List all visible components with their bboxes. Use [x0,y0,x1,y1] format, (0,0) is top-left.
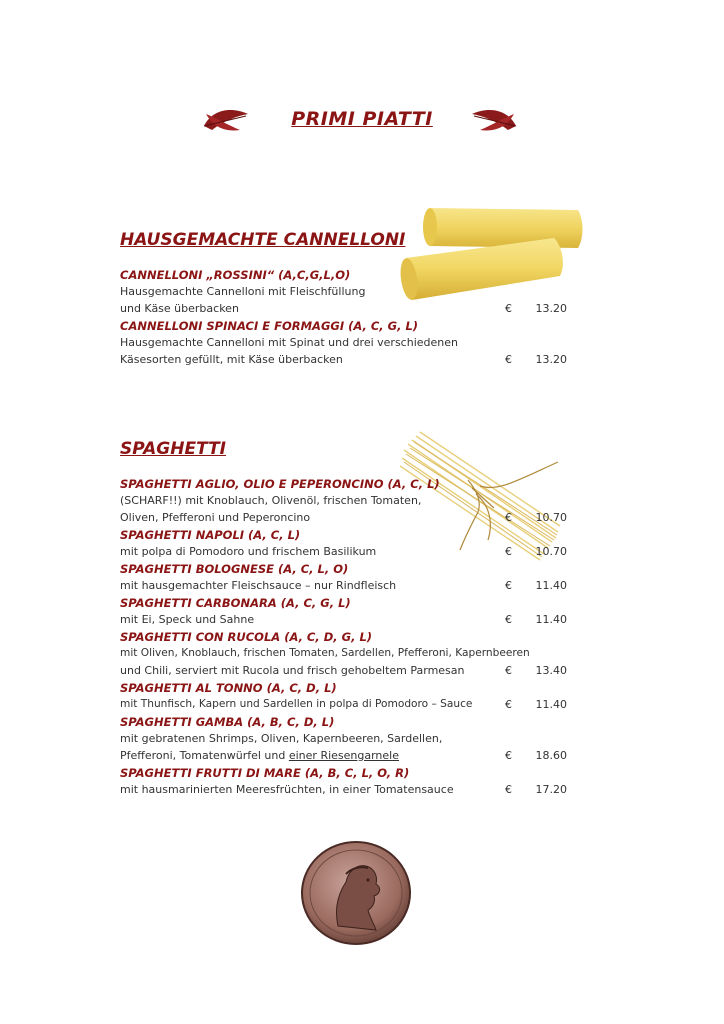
menu-item-description: (SCHARF!!) mit Knoblauch, Olivenöl, frischen Tomaten, [120,494,422,507]
menu-item-description: mit polpa di Pomodoro und frischem Basilikum [120,545,377,558]
menu-item-name: SPAGHETTI AL TONNO (A, C, D, L) [120,681,337,695]
menu-item-name: SPAGHETTI AGLIO, OLIO E PEPERONCINO (A, C, L) [120,477,440,491]
price-amount: 13.40 [535,664,567,677]
currency-symbol: € [505,783,512,796]
price-amount: 11.40 [535,698,567,711]
currency-symbol: € [505,545,512,558]
price-amount: 17.20 [535,783,567,796]
menu-item-description: Käsesorten gefüllt, mit Käse überbacken [120,353,343,366]
price-amount: 10.70 [535,545,567,558]
menu-item-name: SPAGHETTI CARBONARA (A, C, G, L) [120,596,351,610]
menu-item-name: SPAGHETTI BOLOGNESE (A, C, L, O) [120,562,349,576]
currency-symbol: € [505,749,512,762]
currency-symbol: € [505,353,512,366]
price-amount: 13.20 [535,353,567,366]
menu-item-description: Oliven, Pfefferoni und Peperoncino [120,511,311,524]
menu-item-description: mit hausgemachter Fleischsauce – nur Rindfleisch [120,579,397,592]
menu-item-name: CANNELLONI „ROSSINI“ (A,C,G,L,O) [120,268,351,282]
currency-symbol: € [505,698,512,711]
menu-item-description: mit Thunfisch, Kapern und Sardellen in polpa di Pomodoro – Sauce [120,698,473,710]
menu-item-description: Hausgemachte Cannelloni mit Fleischfüllung [120,285,366,298]
menu-item-description: und Käse überbacken [120,302,239,315]
cannelloni-pasta-image [394,200,584,312]
roman-coin-image [298,838,414,948]
page-header [0,104,724,138]
price-amount: 11.40 [535,613,567,626]
menu-item-description: mit Ei, Speck und Sahne [120,613,255,626]
menu-item-name: SPAGHETTI GAMBA (A, B, C, D, L) [120,715,335,729]
menu-item-description: und Chili, serviert mit Rucola und frisch gehobeltem Parmesan [120,664,465,677]
section-title-cannelloni: HAUSGEMACHTE CANNELLONI [120,230,406,250]
currency-symbol: € [505,302,512,315]
menu-item-name: SPAGHETTI CON RUCOLA (A, C, D, G, L) [120,630,373,644]
menu-item-description: Hausgemachte Cannelloni mit Spinat und drei verschiedenen [120,336,458,349]
currency-symbol: € [505,613,512,626]
price-amount: 10.70 [535,511,567,524]
menu-item-name: SPAGHETTI FRUTTI DI MARE (A, B, C, L, O, R) [120,766,410,780]
price-amount: 13.20 [535,302,567,315]
menu-item-name: SPAGHETTI NAPOLI (A, C, L) [120,528,301,542]
menu-item-description: mit hausmarinierten Meeresfrüchten, in einer Tomatensauce [120,783,454,796]
section-title-spaghetti: SPAGHETTI [120,439,227,459]
menu-item-description [120,749,399,762]
menu-item-description: mit Oliven, Knoblauch, frischen Tomaten, Sardellen, Pfefferoni, Kapernbeeren [120,647,530,659]
currency-symbol: € [505,511,512,524]
description-text: Pfefferoni, Tomatenwürfel und [120,749,289,762]
description-highlight: einer Riesengarnele [288,749,399,762]
price-amount: 18.60 [535,749,567,762]
price-amount: 11.40 [535,579,567,592]
currency-symbol: € [505,664,512,677]
page-title: PRIMI PIATTI [291,108,433,130]
leaf-ornament-icon [468,104,520,134]
currency-symbol: € [505,579,512,592]
menu-item-description: mit gebratenen Shrimps, Oliven, Kapernbeeren, Sardellen, [120,732,443,745]
menu-item-name: CANNELLONI SPINACI E FORMAGGI (A, C, G, L) [120,319,419,333]
